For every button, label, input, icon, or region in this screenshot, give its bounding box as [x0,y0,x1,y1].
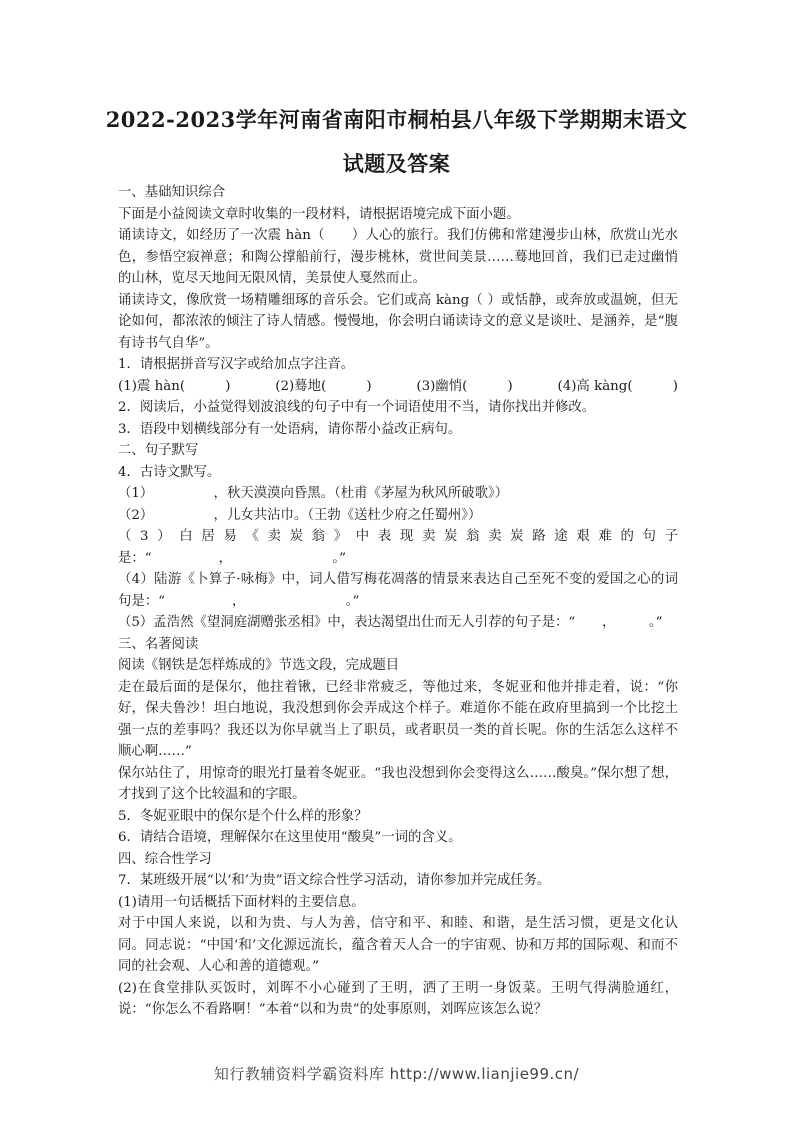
blank-1-4: (4)高 kàng( ) [557,378,678,394]
question-7: 7．某班级开展“以‘和’为贵”语文综合性学习活动，请你参加并完成任务。 [118,873,551,888]
question-4: 4．古诗文默写。 [118,464,221,480]
section-heading-2: 二、句子默写 [118,443,199,458]
question-4-3: （3）白居易《卖炭翁》中表现卖炭翁卖炭路途艰难的句子是：“ ， 。” [118,529,678,566]
reading-instruction: 阅读《钢铁是怎样炼成的》节选文段，完成题目 [118,658,400,673]
section-heading-4: 四、综合性学习 [118,851,212,867]
blank-1-2: (2)蓦地( ) [275,378,372,394]
question-2: 2．阅读后，小益觉得划波浪线的句子中有一个词语使用不当，请你找出并修改。 [118,400,596,415]
question-4-2: （2） ，儿女共沾巾。（王勃《送杜少府之任蜀州》） [118,507,482,523]
paragraph-material-2: 诵读诗文，像欣赏一场精雕细琢的音乐会。它们或高 kàng（ ）或恬静，或奔放或温婉，但无论如何，都浓浓的倾注了诗人情感。慢慢地，你会明白诵读诗文的意义是谈吐、是涵养，是“腹有诗书气自华”。 [118,292,678,351]
title-line-1: 2022-2023学年河南省南阳市桐柏县八年级下学期期末语文 [105,107,688,132]
question-5: 5．冬妮亚眼中的保尔是个什么样的形象？ [118,808,368,824]
question-1-blanks [118,376,678,398]
section-heading-1: 一、基础知识综合 [118,185,226,200]
footer-watermark: 知行教辅资料学霸资料库 http://www.lianjie99.cn/ [213,1065,580,1083]
paragraph-intro: 下面是小益阅读文章时收集的一段材料，请根据语境完成下面小题。 [118,206,520,222]
question-1: 1．请根据拼音写汉字或给加点字注音。 [118,357,355,372]
document-title [100,98,693,186]
question-4-1: （1） ，秋天漠漠向昏黑。（杜甫《茅屋为秋风所破歌》） [118,486,509,501]
question-3: 3．语段中划横线部分有一处语病，请你帮小益改正病句。 [118,421,462,437]
question-4-4: （4）陆游《卜算子·咏梅》中，词人借写梅花凋落的情景来表达自己至死不变的爱国之心的词句是：“ ， 。” [118,572,678,609]
blank-1-1: (1)震 hàn( ) [118,378,231,394]
question-7-2: (2)在食堂排队买饭时，刘晖不小心碰到了王明，洒了王明一身饭菜。王明气得满脸通红，说：“你怎么不看路啊！”本着“以和为贵”的处事原则，刘晖应该怎么说？ [118,980,678,1017]
question-4-5: （5）孟浩然《望洞庭湖赠张丞相》中，表达渴望出仕而无人引荐的句子是：“ ， 。” [118,615,663,630]
title-line-2: 试题及答案 [342,151,451,176]
material-paragraph: 对于中国人来说，以和为贵、与人为善，信守和平、和睦、和谐，是生活习惯，更是文化认同。同志说：“中国‘和’文化源远流长，蕴含着天人合一的宇宙观、协和万邦的国际观、和而不同的社会观、人心和善的道德观。” [118,916,678,974]
document-body [118,182,678,1021]
section-heading-3: 三、名著阅读 [118,636,199,652]
question-6: 6．请结合语境，理解保尔在这里使用“酸臭”一词的含义。 [118,830,462,845]
reading-passage-1: 走在最后面的是保尔，他拄着锹，已经非常疲乏，等他过来，冬妮亚和他并排走着，说：“你好，保夫鲁沙！坦白地说，我没想到你会弄成这个样子。难道你不能在政府里搞到一个比挖土强一点的差事吗？我还以为你早就当上了职员，或者职员一类的首长呢。你的生活怎么这样不顺心啊……” [118,679,678,759]
reading-passage-2: 保尔站住了，用惊奇的眼光打量着冬妮亚。“我也没想到你会变得这么……酸臭。”保尔想了想，才找到了这个比较温和的字眼。 [118,765,678,802]
paragraph-material-1: 诵读诗文，如经历了一次震 hàn（ ）人心的旅行。我们仿佛和常建漫步山林，欣赏山光水色，参悟空寂禅意；和陶公撑船前行，漫步桃林，赏世间美景……蓦地回首，我们已走过幽悄的山林，览尽天地间无限风情，美景使人戛然而止。 [118,228,678,286]
blank-1-3: (3)幽悄( ) [416,378,513,394]
question-7-1: (1)请用一句话概括下面材料的主要信息。 [118,894,365,910]
